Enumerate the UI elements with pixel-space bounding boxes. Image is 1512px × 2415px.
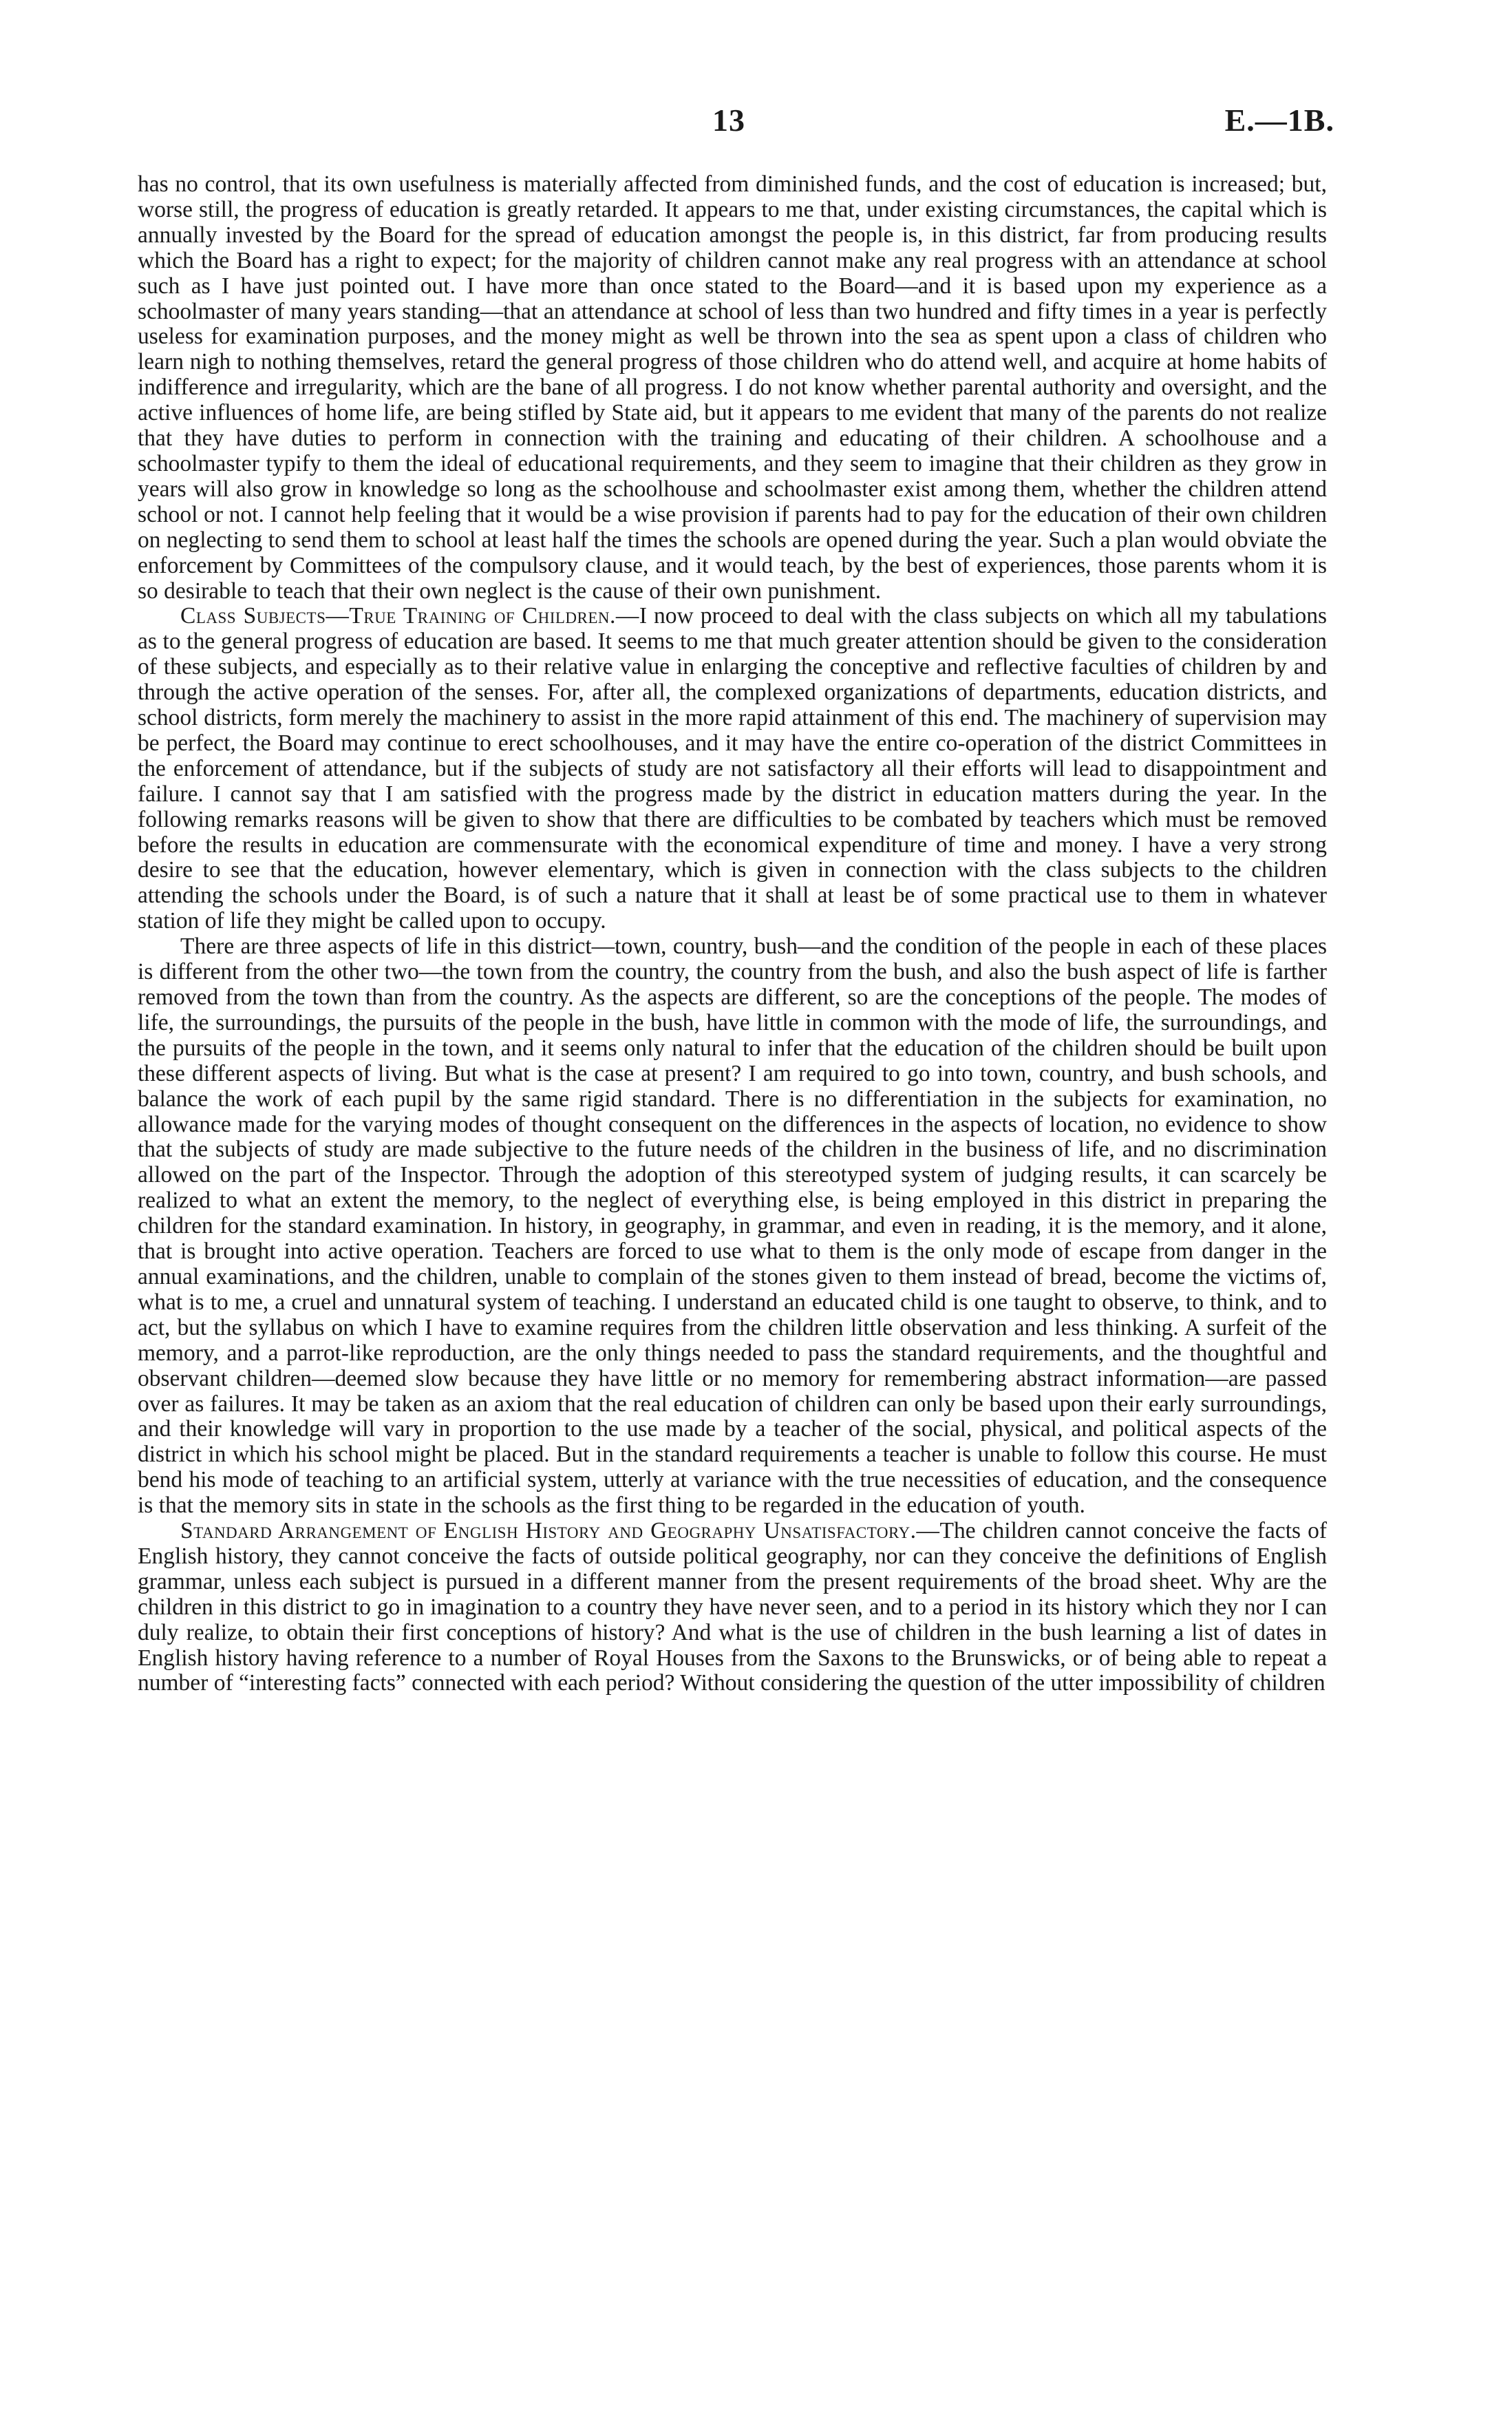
section-heading: Standard Arrangement of English History and Geography Unsatisfactory.— xyxy=(180,1518,940,1544)
body-text xyxy=(138,172,1327,1696)
paragraph-standard-arrangement xyxy=(138,1519,1327,1696)
document-reference: E.—1B. xyxy=(1224,103,1334,138)
page-number: 13 xyxy=(712,103,745,138)
page-header xyxy=(0,102,1512,150)
paragraph-text: I now proceed to deal with the class subjects on which all my tabulations as to the general progress of education are based. It seems to me that much greater attention should be given to the consideration of these subjects, and especially as to their relative value in enlarging the conceptive and reflective faculties of children by and through the active operation of the senses. For, after all, the complexed organizations of departments, education districts, and school districts, form merely the machinery to assist in the more rapid attainment of this end. The machinery of supervision may be perfect, the Board may continue to erect schoolhouses, and it may have the entire co-operation of the district Committees in the enforcement of attendance, but if the subjects of study are not satisfactory all their efforts will lead to disappointment and failure. I cannot say that I am satisfied with the progress made by the district in education matters during the year. In the following remarks reasons will be given to show that there are difficulties to be combated by teachers which must be removed before the results in education are commensurate with the economical expenditure of time and money. I have a very strong desire to see that the education, however elementary, which is given in connection with the class subjects to the children attending the schools under the Board, is of such a nature that it shall at least be of some practical use to them in whatever station of life they might be called upon to occupy. xyxy=(138,603,1327,934)
paragraph-text: has no control, that its own usefulness is materially affected from diminished funds, and the cost of education is increased; but, worse still, the progress of education is greatly retarded. It appears to me that, under existing circumstances, the capital which is annually invested by the Board for the spread of education amongst the people is, in this district, far from producing results which the Board has a right to expect; for the majority of children cannot make any real progress with an attendance at school such as I have just pointed out. I have more than once stated to the Board—and it is based upon my experience as a schoolmaster of many years standing—that an attendance at school of less than two hundred and fifty times in a year is perfectly useless for examination purposes, and the money might as well be thrown into the sea as spent upon a class of children who learn nigh to nothing themselves, retard the general progress of those children who do attend well, and acquire at home habits of indifference and irregularity, which are the bane of all progress. I do not know whether parental authority and oversight, and the active influences of home life, are being stifled by State aid, but it appears to me evident that many of the parents do not realize that they have duties to perform in connection with the training and educating of their children. A schoolhouse and a schoolmaster typify to them the ideal of educational requirements, and they seem to imagine that their children as they grow in years will also grow in knowledge so long as the schoolhouse and schoolmaster exist among them, whether the children attend school or not. I cannot help feeling that it would be a wise provision if parents had to pay for the education of their own children on neglecting to send them to school at least half the times the schools are opened during the year. Such a plan would obviate the enforcement by Committees of the compulsory clause, and it would teach, by the best of experiences, those parents whom it is so desirable to teach that their own neglect is the cause of their own punishment. xyxy=(138,171,1327,604)
paragraph-continuation xyxy=(138,172,1327,604)
paragraph-text: The children cannot conceive the facts of English history, they cannot conceive the facts of outside political geography, nor can they conceive the definitions of English grammar, unless each subject is pursued in a different manner from the present requirements of the broad sheet. Why are the children in this district to go in imagination to a country they have never seen, and to a period in its history which they nor I can duly realize, to obtain their first conceptions of history? And what is the use of children in the bush learning a list of dates in English history having reference to a number of Royal Houses from the Saxons to the Brunswicks, or of being able to repeat a number of “interesting facts” connected with each period? Without considering the question of the utter impossibility of children xyxy=(138,1518,1327,1696)
section-heading: Class Subjects—True Training of Children.— xyxy=(180,603,639,629)
paragraph-three-aspects xyxy=(138,934,1327,1519)
paragraph-class-subjects xyxy=(138,604,1327,934)
paragraph-text: There are three aspects of life in this district—town, country, bush—and the condition of the people in each of these places is different from the other two—the town from the country, the country from the bush, and also the bush aspect of life is farther removed from the town than from the country. As the aspects are different, so are the conceptions of the people. The modes of life, the surroundings, the pursuits of the people in the bush, have little in common with the mode of life, the surroundings, and the pursuits of the people in the town, and it seems only natural to infer that the education of the children should be built upon these different aspects of living. But what is the case at present? I am required to go into town, country, and bush schools, and balance the work of each pupil by the same rigid standard. There is no differentiation in the subjects for examination, no allowance made for the varying modes of thought consequent on the differences in the aspects of location, no evidence to show that the subjects of study are made subjective to the future needs of the children in the business of life, and no discrimination allowed on the part of the Inspector. Through the adoption of this stereotyped system of judging results, it can scarcely be realized to what an extent the memory, to the neglect of everything else, is being employed in this district in preparing the children for the standard examination. In history, in geography, in grammar, and even in reading, it is the memory, and it alone, that is brought into active operation. Teachers are forced to use what to them is the only mode of escape from danger in the annual examinations, and the children, unable to complain of the stones given to them instead of bread, become the victims of, what is to me, a cruel and unnatural system of teaching. I understand an educated child is one taught to observe, to think, and to act, but the syllabus on which I have to examine requires from the children little observation and less thinking. A surfeit of the memory, and a parrot-like reproduction, are the only things needed to pass the standard requirements, and the thoughtful and observant children—deemed slow because they have little or no memory for remembering abstract information—are passed over as failures. It may be taken as an axiom that the real education of children can only be based upon their early surroundings, and their knowledge will vary in proportion to the use made by a teacher of the social, physical, and political aspects of the district in which his school might be placed. But in the standard requirements a teacher is unable to follow this course. He must bend his mode of teaching to an artificial system, utterly at variance with the true necessities of education, and the consequence is that the memory sits in state in the schools as the first thing to be regarded in the education of youth. xyxy=(138,934,1327,1519)
